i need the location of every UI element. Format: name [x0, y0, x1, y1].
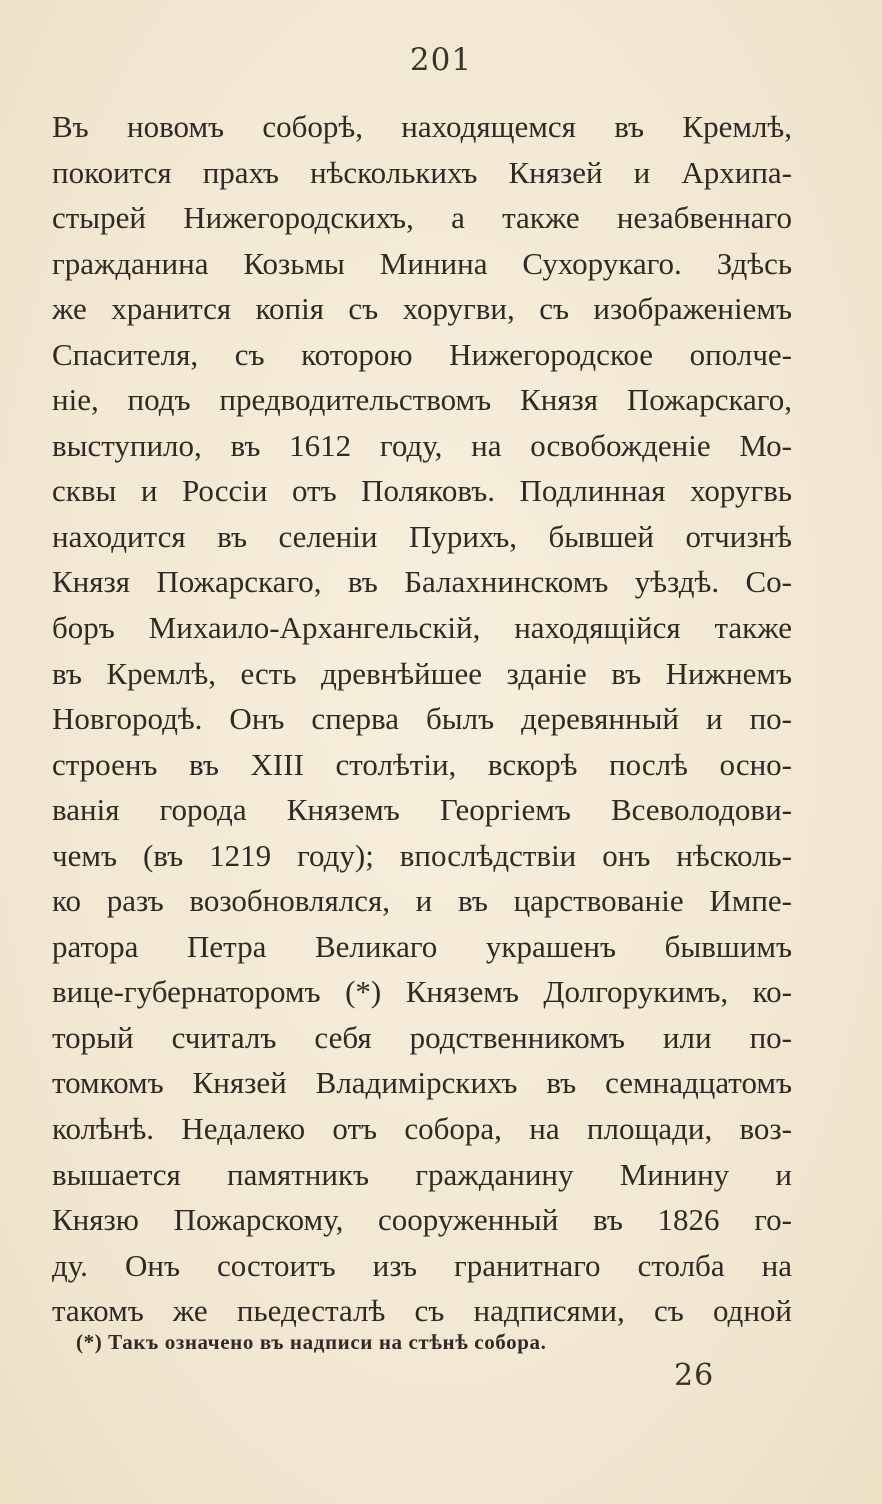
text-line: сквы и Россіи отъ Поляковъ. Подлинная хоругвь — [52, 473, 792, 509]
text-line: ратора Петра Великаго украшенъ бывшимъ — [52, 928, 792, 964]
text-line: покоится прахъ нѣсколькихъ Князей и Архипа- — [52, 154, 792, 190]
text-line: строенъ въ XIII столѣтіи, вскорѣ послѣ осно- — [52, 746, 792, 782]
text-line: колѣнѣ. Недалеко отъ собора, на площади, воз- — [52, 1111, 792, 1147]
text-line: въ Кремлѣ, есть древнѣйшее зданіе въ Нижнемъ — [52, 655, 792, 691]
text-line: выступило, въ 1612 году, на освобожденіе Мо- — [52, 427, 792, 463]
text-line: вице-губернаторомъ (*) Княземъ Долгорукимъ, ко- — [52, 974, 792, 1010]
text-line: Въ новомъ соборѣ, находящемся въ Кремлѣ, — [52, 109, 792, 144]
body-text — [52, 104, 792, 1334]
text-line: ду. Онъ состоитъ изъ гранитнаго столба на — [52, 1247, 792, 1283]
text-line: вышается памятникъ гражданину Минину и — [52, 1156, 792, 1192]
text-line: ніе, подъ предводительствомъ Князя Пожарскаго, — [52, 382, 792, 418]
text-line: такомъ же пьедесталѣ съ надписями, съ одной — [52, 1293, 792, 1329]
text-line: находится въ селеніи Пурихъ, бывшей отчизнѣ — [52, 518, 792, 554]
text-line: томкомъ Князей Владимірскихъ въ семнадцатомъ — [52, 1065, 792, 1101]
text-line: же хранится копія съ хоругви, съ изображеніемъ — [52, 291, 792, 327]
text-line: Князя Пожарскаго, въ Балахнинскомъ уѣздѣ. Со- — [52, 564, 792, 600]
page-number: 201 — [409, 42, 473, 78]
text-line: торый считалъ себя родственникомъ или по- — [52, 1019, 792, 1055]
text-line: ко разъ возобновлялся, и въ царствованіе Импе- — [52, 883, 792, 919]
text-line: стырей Нижегородскихъ, а также незабвеннаго — [52, 200, 792, 236]
footnote: (*) Такъ означено въ надписи на стѣнѣ собора. — [76, 1330, 547, 1354]
text-line: гражданина Козьмы Минина Сухорукаго. Здѣсь — [52, 245, 792, 281]
text-line: Спасителя, съ которою Нижегородское ополче- — [52, 336, 792, 372]
text-line: чемъ (въ 1219 году); впослѣдствіи онъ нѣсколь- — [52, 837, 792, 873]
text-line: боръ Михаило-Архангельскій, находящійся также — [52, 610, 792, 646]
text-line: Новгородѣ. Онъ сперва былъ деревянный и по- — [52, 701, 792, 737]
text-line: ванія города Княземъ Георгіемъ Всеволодови- — [52, 792, 792, 828]
text-line: Князю Пожарскому, сооруженный въ 1826 го- — [52, 1202, 792, 1238]
signature-mark: 26 — [674, 1358, 715, 1393]
